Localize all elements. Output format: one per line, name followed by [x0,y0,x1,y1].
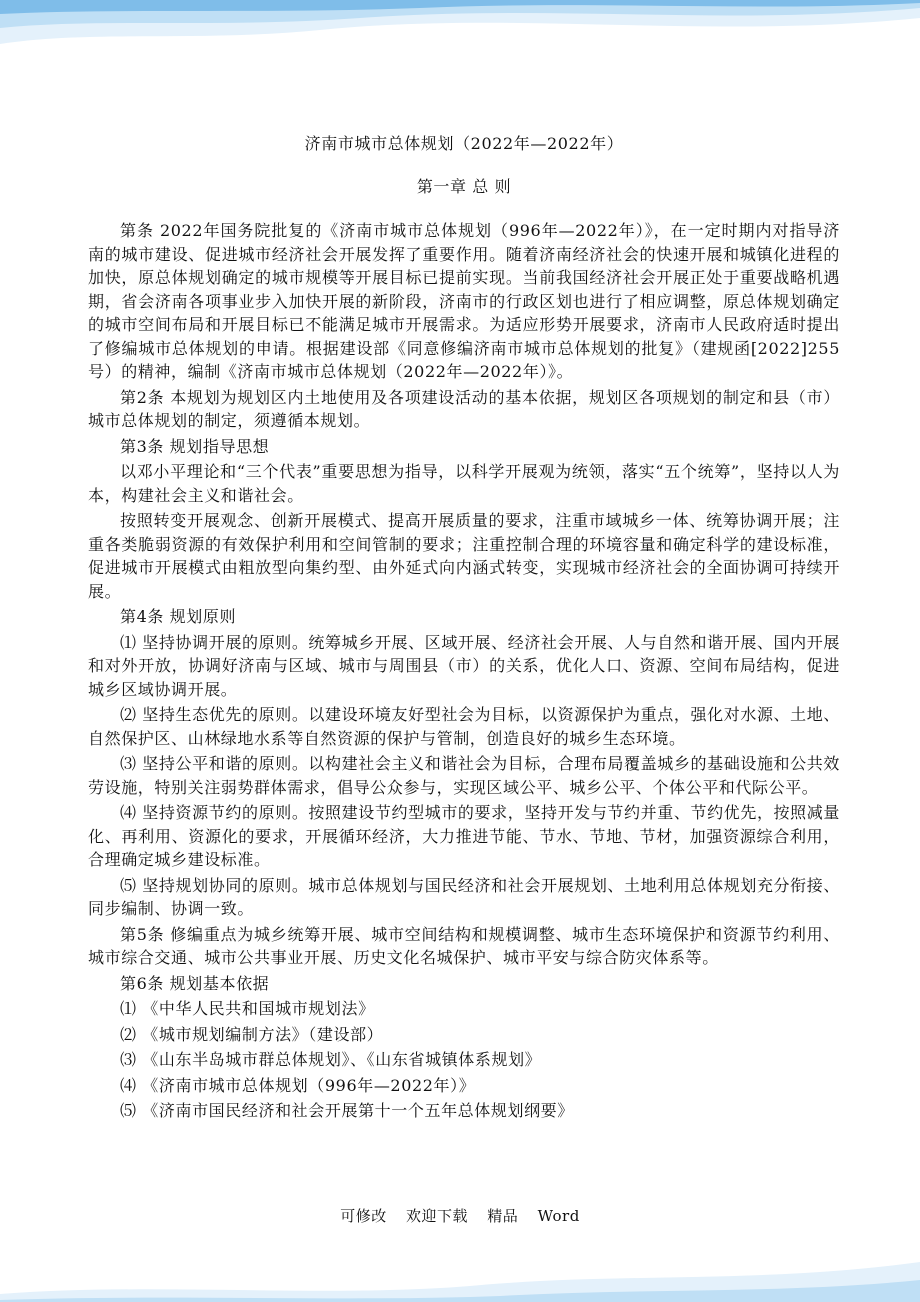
footer-download: 欢迎下载 [406,1207,469,1225]
paragraph: ⑵ 坚持生态优先的原则。以建设环境友好型社会为目标，以资源保护为重点，强化对水源、土地、自然保护区、山林绿地水系等自然资源的保护与管制，创造良好的城乡生态环境。 [88,705,840,748]
paragraph: ⑶ 《山东半岛城市群总体规划》、《山东省城镇体系规划》 [120,1050,542,1069]
paragraph: ⑸ 坚持规划协同的原则。城市总体规划与国民经济和社会开展规划、土地利用总体规划充分衔接、同步编制、协调一致。 [88,875,840,918]
paragraph: ⑶ 坚持公平和谐的原则。以构建社会主义和谐社会为目标，合理布局覆盖城乡的基础设施和公共效劳设施，特别关注弱势群体需求，倡导公众参与，实现区域公平、城乡公平、个体公平和代际公平。 [88,754,840,797]
document-title: 济南市城市总体规划（2022年—2022年） [304,134,624,153]
paragraph: ⑸ 《济南市国民经济和社会开展第十一个五年总体规划纲要》 [120,1101,574,1120]
paragraph-list [88,219,840,1123]
document-body [88,132,840,1125]
paragraph: ⑷ 《济南市城市总体规划（996年—2022年）》 [120,1075,476,1095]
top-decoration [0,0,920,90]
paragraph: ⑵ 《城市规划编制方法》（建设部） [120,1024,384,1044]
chapter-heading: 第一章 总 则 [416,176,512,196]
paragraph: 第3条 规划指导思想 [120,436,270,456]
paragraph: 第5条 修编重点为城乡统筹开展、城市空间结构和规模调整、城市生态环境保护和资源节约利用、城市综合交通、城市公共事业开展、历史文化名城保护、城市平安与综合防灾体系等。 [88,924,840,967]
paragraph: 以邓小平理论和“三个代表”重要思想为指导，以科学开展观为统领，落实“五个统筹”，坚持以人为本，构建社会主义和谐社会。 [88,462,840,505]
paragraph: 第6条 规划基本依据 [120,973,270,993]
footer-format: Word [537,1207,580,1225]
paragraph: 第2条 本规划为规划区内土地使用及各项建设活动的基本依据，规划区各项规划的制定和县（市）城市总体规划的制定，须遵循本规划。 [88,387,840,430]
footer [0,1205,920,1226]
paragraph: ⑷ 坚持资源节约的原则。按照建设节约型城市的要求，坚持开发与节约并重、节约优先，按照减量化、再利用、资源化的要求，开展循环经济，大力推进节能、节水、节地、节材，加强资源综合利用，合理确定城乡建设标准。 [88,803,840,869]
footer-quality: 精品 [487,1207,519,1225]
bottom-decoration [0,1232,920,1302]
footer-editable: 可修改 [340,1207,387,1225]
paragraph: 第4条 规划原则 [120,607,237,626]
paragraph: 按照转变开展观念、创新开展模式、提高开展质量的要求，注重市域城乡一体、统筹协调开展；注重各类脆弱资源的有效保护利用和空间管制的要求；注重控制合理的环境容量和确定科学的建设标准，促进城市开展模式由粗放型向集约型、由外延式向内涵式转变，实现城市经济社会的全面协调可持续开展。 [88,511,840,601]
paragraph: 第条 2022年国务院批复的《济南市城市总体规划（996年—2022年）》，在一定时期内对指导济南的城市建设、促进城市经济社会开展发挥了重要作用。随着济南经济社会的快速开展和城镇化进程的加快，原总体规划确定的城市规模等开展目标已提前实现。当前我国经济社会开展正处于重要战略机遇期，省会济南各项事业步入加快开展的新阶段，济南市的行政区划也进行了相应调整，原总体规划确定的城市空间布局和开展目标已不能满足城市开展需求。为适应形势开展要求，济南市人民政府适时提出了修编城市总体规划的申请。根据建设部《同意修编济南市城市总体规划的批复》（建规函[2022]255号）的精神，编制《济南市城市总体规划（2022年—2022年）》。 [88,221,840,381]
paragraph: ⑴ 《中华人民共和国城市规划法》 [120,999,375,1018]
paragraph: ⑴ 坚持协调开展的原则。统筹城乡开展、区域开展、经济社会开展、人与自然和谐开展、国内开展和对外开放，协调好济南与区域、城市与周围县（市）的关系，优化人口、资源、空间布局结构，促进城乡区域协调开展。 [88,632,840,699]
